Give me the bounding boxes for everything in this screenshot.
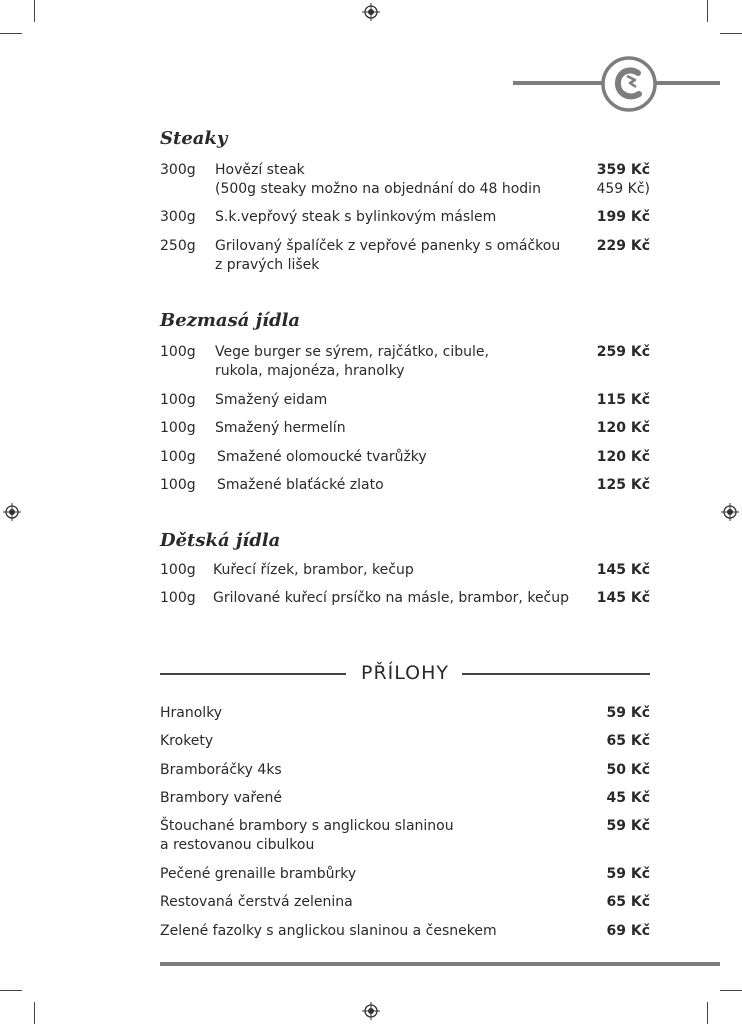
item-weight: 300g — [160, 209, 196, 225]
crop-mark — [720, 990, 742, 991]
side-price: 50 Kč — [606, 762, 650, 778]
restaurant-logo-icon — [601, 56, 657, 112]
divider — [462, 673, 650, 675]
item-price: 229 Kč — [596, 238, 650, 254]
item-name: S.k.vepřový steak s bylinkovým máslem — [215, 209, 497, 225]
item-weight: 100g — [160, 477, 196, 493]
section-title: Steaky — [160, 128, 228, 149]
item-price: 359 Kč — [596, 162, 650, 178]
menu-item — [160, 208, 650, 227]
menu-item — [160, 561, 650, 580]
crop-mark — [34, 1002, 35, 1024]
item-price: 115 Kč — [596, 392, 650, 408]
menu-item — [160, 476, 650, 495]
side-name: Zelené fazolky s anglickou slaninou a česnekem — [160, 923, 497, 939]
item-price: 120 Kč — [596, 420, 650, 436]
registration-mark-icon — [3, 503, 21, 521]
item-name: Hovězí steak (500g steaky možno na objednání do 48 hodin — [215, 162, 541, 197]
item-weight: 300g — [160, 162, 196, 178]
crop-mark — [707, 0, 708, 22]
side-name: Pečené grenaille brambůrky — [160, 866, 357, 882]
item-price: 259 Kč — [596, 344, 650, 360]
menu-item — [160, 589, 650, 608]
item-price: 145 Kč — [596, 590, 650, 606]
registration-mark-icon — [721, 503, 739, 521]
crop-mark — [720, 33, 742, 34]
item-price: 199 Kč — [596, 209, 650, 225]
side-price: 65 Kč — [606, 894, 650, 910]
menu-item — [160, 448, 650, 467]
registration-mark-icon — [362, 3, 380, 21]
item-name: Smažený hermelín — [215, 420, 346, 436]
side-price: 59 Kč — [606, 705, 650, 721]
menu-item — [160, 161, 650, 199]
menu-item — [160, 237, 650, 275]
item-weight: 100g — [160, 590, 196, 606]
item-name: Smažený eidam — [215, 392, 328, 408]
item-name: Smažené blaťácké zlato — [217, 477, 384, 493]
side-price: 59 Kč — [606, 818, 650, 834]
side-name: Štouchané brambory s anglickou slaninou a restovanou cibulkou — [160, 818, 454, 853]
crop-mark — [0, 990, 22, 991]
item-price: 120 Kč — [596, 449, 650, 465]
section-title: Bezmasá jídla — [160, 310, 301, 331]
footer-rule — [160, 962, 720, 966]
item-weight: 100g — [160, 392, 196, 408]
side-name: Bramboráčky 4ks — [160, 762, 282, 778]
item-price: 145 Kč — [596, 562, 650, 578]
item-name: Smažené olomoucké tvarůžky — [217, 449, 427, 465]
item-weight: 250g — [160, 238, 196, 254]
side-item — [160, 817, 650, 855]
item-name: Grilovaný špalíček z vepřové panenky s omáčkou z pravých lišek — [215, 238, 561, 273]
item-name: Vege burger se sýrem, rajčátko, cibule, rukola, majonéza, hranolky — [215, 344, 489, 379]
menu-item — [160, 419, 650, 438]
menu-item — [160, 391, 650, 410]
item-weight: 100g — [160, 420, 196, 436]
item-name: Kuřecí řízek, brambor, kečup — [213, 562, 414, 578]
side-name: Brambory vařené — [160, 790, 282, 806]
item-price-alt: 459 Kč) — [596, 181, 650, 197]
side-price: 59 Kč — [606, 866, 650, 882]
side-price: 69 Kč — [606, 923, 650, 939]
item-weight: 100g — [160, 562, 196, 578]
side-name: Hranolky — [160, 705, 223, 721]
sides-header — [160, 662, 650, 684]
item-price: 125 Kč — [596, 477, 650, 493]
sides-title: PŘÍLOHY — [360, 662, 450, 684]
item-weight: 100g — [160, 344, 196, 360]
crop-mark — [34, 0, 35, 22]
registration-mark-icon — [362, 1002, 380, 1020]
side-price: 45 Kč — [606, 790, 650, 806]
menu-item — [160, 343, 650, 381]
item-weight: 100g — [160, 449, 196, 465]
side-name: Restovaná čerstvá zelenina — [160, 894, 353, 910]
side-name: Krokety — [160, 733, 214, 749]
section-title: Dětská jídla — [160, 530, 281, 551]
crop-mark — [707, 1002, 708, 1024]
side-price: 65 Kč — [606, 733, 650, 749]
item-name: Grilované kuřecí prsíčko na másle, brambor, kečup — [213, 590, 570, 606]
crop-mark — [0, 33, 22, 34]
